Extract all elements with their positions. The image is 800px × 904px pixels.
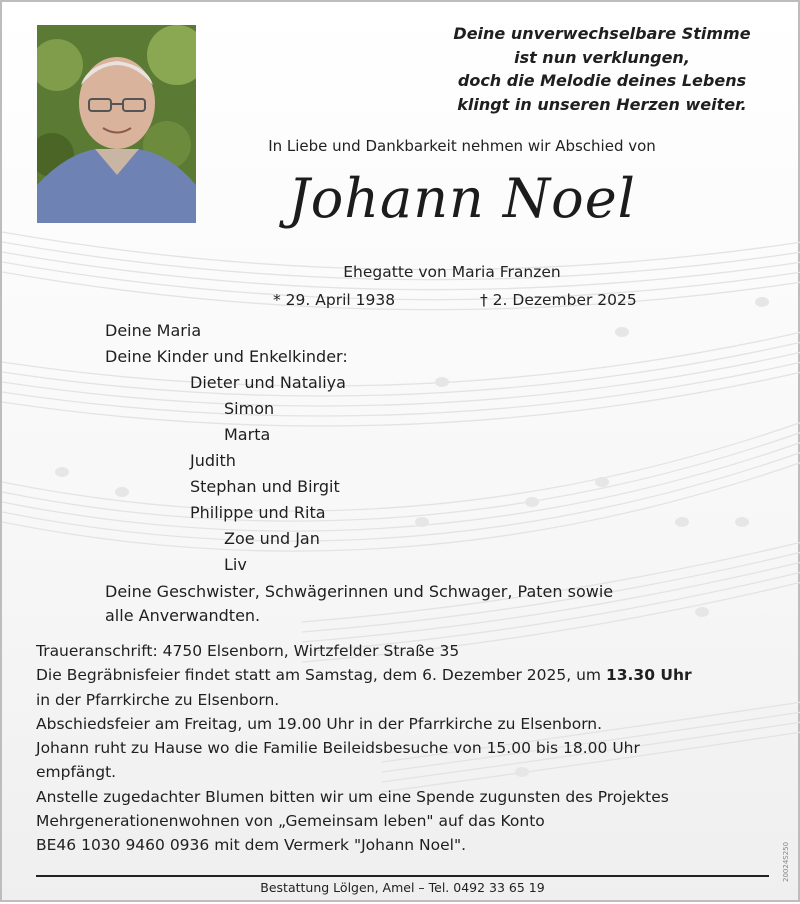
mourner-line: Marta — [224, 425, 271, 444]
funeral-place: in der Pfarrkirche zu Elsenborn. — [36, 690, 280, 709]
funeral-info — [36, 639, 776, 858]
mourning-address: Traueranschrift: 4750 Elsenborn, Wirtzfelder Straße 35 — [36, 642, 460, 660]
mourner-line: Liv — [224, 555, 247, 574]
portrait-photo — [37, 25, 196, 223]
ad-code: 20024S250 — [782, 841, 790, 882]
mourner-line: Dieter und Nataliya — [190, 373, 346, 392]
mourner-line: Stephan und Birgit — [190, 477, 340, 496]
mourner-line: Deine Kinder und Enkelkinder: — [105, 347, 348, 366]
footer-divider — [36, 875, 769, 877]
donation-line: BE46 1030 9460 0936 mit dem Vermerk "Johann Noel". — [36, 836, 467, 855]
funeral-home-footer: Bestattung Lölgen, Amel – Tel. 0492 33 65 19 — [260, 880, 545, 895]
mourner-line: Simon — [224, 399, 275, 418]
mourner-line: Judith — [190, 451, 236, 470]
mourner-line: Deine Geschwister, Schwägerinnen und Schwager, Paten sowie — [105, 582, 614, 601]
quote-line: ist nun verklungen, — [514, 47, 690, 67]
intro-text: In Liebe und Dankbarkeit nehmen wir Abschied von — [268, 137, 656, 155]
visits-line: empfängt. — [36, 763, 117, 782]
funeral-line — [36, 663, 776, 687]
donation-line: Anstelle zugedachter Blumen bitten wir um eine Spende zugunsten des Projektes — [36, 787, 669, 806]
memorial-quote — [432, 22, 772, 116]
quote-line: doch die Melodie deines Lebens — [457, 71, 747, 90]
funeral-time: 13.30 Uhr — [605, 666, 692, 685]
donation-line: Mehrgenerationenwohnen von „Gemeinsam leben" auf das Konto — [36, 812, 545, 831]
funeral-text: Die Begräbnisfeier findet statt am Samstag, dem 6. Dezember 2025, um — [36, 666, 606, 685]
spouse-line: Ehegatte von Maria Franzen — [343, 263, 561, 281]
farewell-line: Abschiedsfeier am Freitag, um 19.00 Uhr in der Pfarrkirche zu Elsenborn. — [36, 714, 603, 733]
birth-date: * 29. April 1938 — [273, 291, 396, 309]
mourner-line: Deine Maria — [105, 321, 202, 340]
mourner-line: alle Anverwandten. — [105, 606, 261, 625]
death-date: † 2. Dezember 2025 — [480, 291, 637, 309]
mourner-line: Zoe und Jan — [224, 529, 320, 548]
quote-line: Deine unverwechselbare Stimme — [453, 24, 751, 43]
visits-line: Johann ruht zu Hause wo die Familie Beileidsbesuche von 15.00 bis 18.00 Uhr — [36, 739, 640, 758]
deceased-name: Johann Noel — [288, 167, 636, 230]
quote-line: klingt in unseren Herzen weiter. — [457, 94, 747, 114]
mourner-line: Philippe und Rita — [190, 503, 326, 522]
